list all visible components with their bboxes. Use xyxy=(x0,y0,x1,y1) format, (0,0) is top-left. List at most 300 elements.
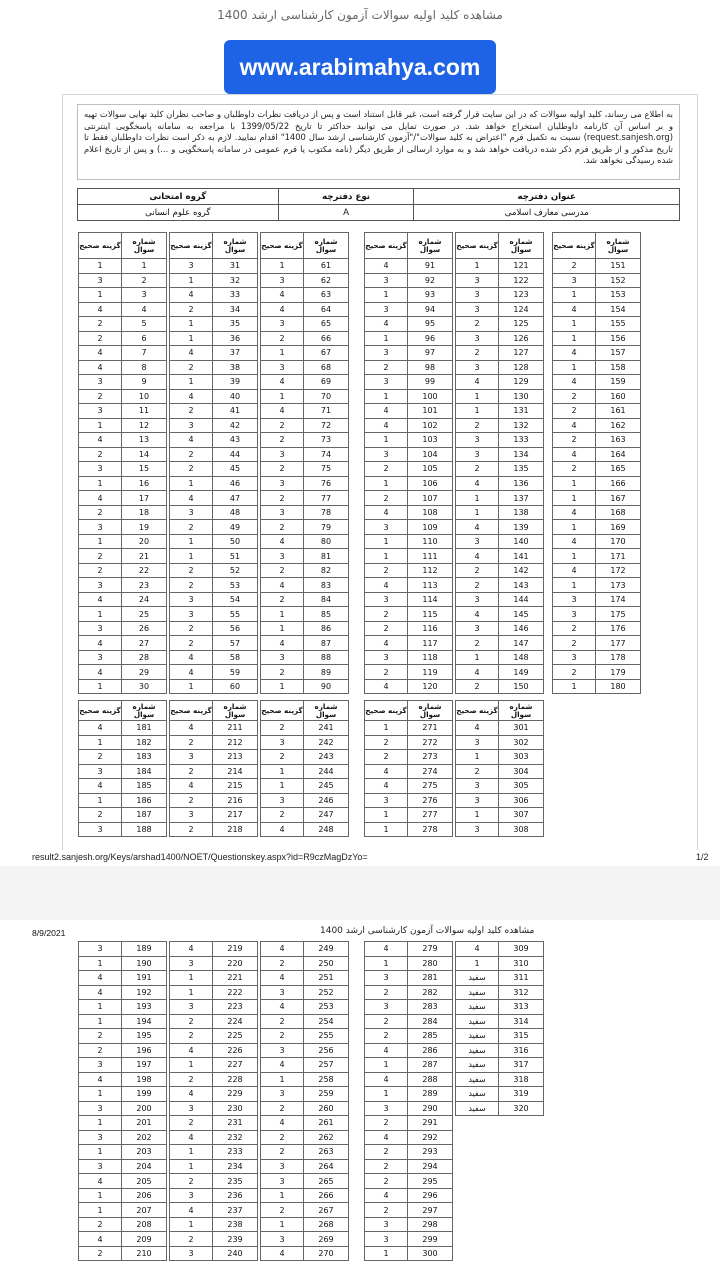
answer-cell: 2 xyxy=(170,462,213,477)
answer-cell: 1 xyxy=(79,679,122,694)
answer-cell: 3 xyxy=(79,650,122,665)
header-question-number: شماره سوال xyxy=(408,701,453,721)
table-row xyxy=(261,1101,349,1116)
question-number-cell: 310 xyxy=(499,956,544,971)
answer-cell: 2 xyxy=(456,563,499,578)
table-row xyxy=(79,418,167,433)
answer-cell: 4 xyxy=(456,476,499,491)
question-number-cell: 145 xyxy=(499,607,544,622)
answer-cell: 1 xyxy=(261,1188,304,1203)
table-row xyxy=(170,259,258,274)
answer-cell: 1 xyxy=(79,418,122,433)
table-row xyxy=(365,971,453,986)
table-row xyxy=(261,1058,349,1073)
table-row xyxy=(170,808,258,823)
table-row xyxy=(79,1029,167,1044)
question-number-cell: 300 xyxy=(408,1246,453,1261)
question-number-cell: 249 xyxy=(304,942,349,957)
table-row xyxy=(79,563,167,578)
question-number-cell: 23 xyxy=(122,578,167,593)
answer-cell: 4 xyxy=(365,1043,408,1058)
table-row xyxy=(170,520,258,535)
question-number-cell: 92 xyxy=(408,273,453,288)
table-row xyxy=(261,1246,349,1261)
answer-cell: 3 xyxy=(365,520,408,535)
table-row xyxy=(261,302,349,317)
question-number-cell: 53 xyxy=(213,578,258,593)
table-row xyxy=(365,808,453,823)
answer-cell: 3 xyxy=(261,985,304,1000)
table-row xyxy=(456,317,544,332)
question-number-cell: 71 xyxy=(304,404,349,419)
answer-cell: 1 xyxy=(79,1203,122,1218)
answer-cell: 2 xyxy=(79,1246,122,1261)
question-number-cell: 267 xyxy=(304,1203,349,1218)
question-number-cell: 315 xyxy=(499,1029,544,1044)
question-number-cell: 198 xyxy=(122,1072,167,1087)
answer-cell: 1 xyxy=(261,621,304,636)
table-row xyxy=(261,1130,349,1145)
table-row xyxy=(365,1101,453,1116)
header-question-number: شماره سوال xyxy=(304,701,349,721)
table-row xyxy=(261,288,349,303)
question-number-cell: 141 xyxy=(499,549,544,564)
answer-cell: 4 xyxy=(170,650,213,665)
question-number-cell: 158 xyxy=(596,360,641,375)
table-row xyxy=(553,534,641,549)
answer-cell: 3 xyxy=(553,273,596,288)
answer-cell: 1 xyxy=(170,317,213,332)
question-number-cell: 35 xyxy=(213,317,258,332)
question-number-cell: 140 xyxy=(499,534,544,549)
table-row xyxy=(261,1043,349,1058)
question-number-cell: 282 xyxy=(408,985,453,1000)
question-number-cell: 234 xyxy=(213,1159,258,1174)
question-number-cell: 292 xyxy=(408,1130,453,1145)
answer-cell: 3 xyxy=(261,650,304,665)
question-number-cell: 202 xyxy=(122,1130,167,1145)
table-row xyxy=(79,317,167,332)
table-row xyxy=(79,721,167,736)
answer-cell: 1 xyxy=(170,985,213,1000)
question-number-cell: 289 xyxy=(408,1087,453,1102)
table-row xyxy=(261,1217,349,1232)
answer-cell: 4 xyxy=(261,942,304,957)
answer-cell: 2 xyxy=(553,404,596,419)
answer-cell: 1 xyxy=(79,1000,122,1015)
answer-cell: 2 xyxy=(553,389,596,404)
table-row xyxy=(79,302,167,317)
table-row xyxy=(456,578,544,593)
answer-cell: 4 xyxy=(79,302,122,317)
question-number-cell: 49 xyxy=(213,520,258,535)
answer-cell: 4 xyxy=(79,779,122,794)
question-number-cell: 195 xyxy=(122,1029,167,1044)
question-number-cell: 237 xyxy=(213,1203,258,1218)
question-number-cell: 25 xyxy=(122,607,167,622)
question-number-cell: 169 xyxy=(596,520,641,535)
answer-cell: 1 xyxy=(553,360,596,375)
table-row xyxy=(261,808,349,823)
table-row xyxy=(170,433,258,448)
answer-cell: 4 xyxy=(261,302,304,317)
answer-cell: 1 xyxy=(79,288,122,303)
question-number-cell: 277 xyxy=(408,808,453,823)
question-number-cell: 82 xyxy=(304,563,349,578)
question-number-cell: 12 xyxy=(122,418,167,433)
table-row xyxy=(553,563,641,578)
table-row xyxy=(261,476,349,491)
question-number-cell: 319 xyxy=(499,1087,544,1102)
answer-cell: 2 xyxy=(553,433,596,448)
table-row xyxy=(365,1174,453,1189)
question-number-cell: 136 xyxy=(499,476,544,491)
question-number-cell: 262 xyxy=(304,1130,349,1145)
question-number-cell: 72 xyxy=(304,418,349,433)
question-number-cell: 186 xyxy=(122,793,167,808)
answer-cell: 2 xyxy=(170,404,213,419)
table-row xyxy=(365,549,453,564)
answer-cell: 1 xyxy=(365,288,408,303)
question-number-cell: 185 xyxy=(122,779,167,794)
table-row xyxy=(170,1217,258,1232)
table-row xyxy=(365,491,453,506)
header-question-number: شماره سوال xyxy=(596,233,641,259)
question-number-cell: 34 xyxy=(213,302,258,317)
answer-cell: 1 xyxy=(170,534,213,549)
question-number-cell: 102 xyxy=(408,418,453,433)
table-row xyxy=(365,476,453,491)
question-number-cell: 28 xyxy=(122,650,167,665)
question-number-cell: 161 xyxy=(596,404,641,419)
question-number-cell: 64 xyxy=(304,302,349,317)
table-row xyxy=(365,1232,453,1247)
question-number-cell: 10 xyxy=(122,389,167,404)
question-number-cell: 303 xyxy=(499,750,544,765)
answer-cell: 3 xyxy=(170,808,213,823)
table-row xyxy=(456,735,544,750)
answer-cell: 3 xyxy=(365,793,408,808)
question-number-cell: 264 xyxy=(304,1159,349,1174)
table-row xyxy=(261,418,349,433)
answer-cell: 2 xyxy=(261,1014,304,1029)
table-row xyxy=(79,534,167,549)
answer-cell: 2 xyxy=(170,636,213,651)
question-number-cell: 55 xyxy=(213,607,258,622)
answer-cell: 1 xyxy=(79,1145,122,1160)
question-number-cell: 134 xyxy=(499,447,544,462)
table-row xyxy=(456,563,544,578)
answer-cell: 3 xyxy=(261,317,304,332)
answer-cell: 2 xyxy=(79,1029,122,1044)
question-number-cell: 83 xyxy=(304,578,349,593)
table-row xyxy=(261,1087,349,1102)
answer-cell: 2 xyxy=(170,578,213,593)
question-number-cell: 43 xyxy=(213,433,258,448)
table-row xyxy=(261,563,349,578)
page2-title: مشاهده کلید اولیه سوالات آزمون کارشناسی ارشد 1400 xyxy=(320,926,535,936)
table-row xyxy=(456,956,544,971)
table-row xyxy=(365,1203,453,1218)
answer-cell: 4 xyxy=(170,1043,213,1058)
table-row xyxy=(79,1217,167,1232)
question-number-cell: 256 xyxy=(304,1043,349,1058)
header-question-number: شماره سوال xyxy=(408,233,453,259)
table-row xyxy=(170,607,258,622)
answer-cell: 1 xyxy=(170,1217,213,1232)
answer-cell: 2 xyxy=(365,1116,408,1131)
question-number-cell: 155 xyxy=(596,317,641,332)
table-row xyxy=(261,1159,349,1174)
answer-cell: 2 xyxy=(261,563,304,578)
answer-cell: 3 xyxy=(261,360,304,375)
table-row xyxy=(365,822,453,837)
question-number-cell: 79 xyxy=(304,520,349,535)
answer-cell: 3 xyxy=(456,302,499,317)
question-number-cell: 63 xyxy=(304,288,349,303)
table-row xyxy=(170,793,258,808)
header-correct-option: گزینه صحیح xyxy=(261,233,304,259)
table-row xyxy=(365,389,453,404)
table-row xyxy=(365,1130,453,1145)
table-row xyxy=(261,462,349,477)
table-row xyxy=(456,721,544,736)
answer-cell: 3 xyxy=(365,1000,408,1015)
question-number-cell: 60 xyxy=(213,679,258,694)
answer-cell: 4 xyxy=(365,505,408,520)
table-row xyxy=(553,665,641,680)
question-number-cell: 139 xyxy=(499,520,544,535)
answer-cell: 2 xyxy=(456,636,499,651)
question-number-cell: 276 xyxy=(408,793,453,808)
answer-column-table xyxy=(169,941,258,1261)
table-row xyxy=(365,1188,453,1203)
question-number-cell: 304 xyxy=(499,764,544,779)
table-row xyxy=(553,592,641,607)
answer-cell: 4 xyxy=(79,592,122,607)
answer-cell: 2 xyxy=(79,1217,122,1232)
answer-cell: 3 xyxy=(79,621,122,636)
answer-cell: 2 xyxy=(456,679,499,694)
answer-cell: 1 xyxy=(261,607,304,622)
answer-cell: 1 xyxy=(170,971,213,986)
answer-cell: 1 xyxy=(553,491,596,506)
table-row xyxy=(170,418,258,433)
table-row xyxy=(365,1217,453,1232)
table-row xyxy=(261,779,349,794)
header-correct-option: گزینه صحیح xyxy=(365,701,408,721)
table-row xyxy=(261,578,349,593)
question-number-cell: 299 xyxy=(408,1232,453,1247)
website-banner[interactable]: www.arabimahya.com xyxy=(224,40,496,94)
answer-cell: 3 xyxy=(261,1087,304,1102)
answer-cell: 1 xyxy=(79,1014,122,1029)
table-row xyxy=(261,607,349,622)
answer-cell: 1 xyxy=(261,346,304,361)
table-row xyxy=(553,679,641,694)
header-booklet-type: نوع دفترچه xyxy=(278,189,414,205)
question-number-cell: 175 xyxy=(596,607,641,622)
table-row xyxy=(170,764,258,779)
question-number-cell: 244 xyxy=(304,764,349,779)
table-row xyxy=(79,447,167,462)
answer-cell: سفید xyxy=(456,1058,499,1073)
answer-cell: 4 xyxy=(365,418,408,433)
question-number-cell: 221 xyxy=(213,971,258,986)
question-number-cell: 200 xyxy=(122,1101,167,1116)
answer-cell: 4 xyxy=(170,1203,213,1218)
answer-cell: 1 xyxy=(456,491,499,506)
table-row xyxy=(170,389,258,404)
question-number-cell: 85 xyxy=(304,607,349,622)
table-row xyxy=(170,476,258,491)
footer-url[interactable]: result2.sanjesh.org/Keys/arshad1400/NOET/Questionskey.aspx?id=R9czMagDzYo= xyxy=(32,852,368,862)
question-number-cell: 272 xyxy=(408,735,453,750)
answer-cell: 1 xyxy=(365,1058,408,1073)
question-number-cell: 317 xyxy=(499,1058,544,1073)
question-number-cell: 91 xyxy=(408,259,453,274)
answer-cell: 2 xyxy=(79,505,122,520)
table-row xyxy=(170,735,258,750)
table-row xyxy=(553,346,641,361)
question-number-cell: 44 xyxy=(213,447,258,462)
table-row xyxy=(170,1246,258,1261)
question-number-cell: 69 xyxy=(304,375,349,390)
page-separator xyxy=(0,866,720,920)
answer-cell: 4 xyxy=(456,607,499,622)
answer-cell: 2 xyxy=(79,549,122,564)
question-number-cell: 269 xyxy=(304,1232,349,1247)
table-row xyxy=(79,1130,167,1145)
question-number-cell: 204 xyxy=(122,1159,167,1174)
answer-cell: 4 xyxy=(365,779,408,794)
question-number-cell: 95 xyxy=(408,317,453,332)
question-number-cell: 74 xyxy=(304,447,349,462)
answer-cell: 2 xyxy=(553,636,596,651)
table-row xyxy=(365,288,453,303)
question-number-cell: 230 xyxy=(213,1101,258,1116)
table-row xyxy=(365,578,453,593)
question-number-cell: 208 xyxy=(122,1217,167,1232)
question-number-cell: 245 xyxy=(304,779,349,794)
answer-cell: 2 xyxy=(79,317,122,332)
question-number-cell: 117 xyxy=(408,636,453,651)
answer-cell: 1 xyxy=(170,476,213,491)
table-row xyxy=(261,665,349,680)
question-number-cell: 42 xyxy=(213,418,258,433)
table-row xyxy=(170,302,258,317)
header-question-number: شماره سوال xyxy=(499,233,544,259)
table-row xyxy=(261,721,349,736)
question-number-cell: 306 xyxy=(499,793,544,808)
table-row xyxy=(170,779,258,794)
answer-cell: 1 xyxy=(170,273,213,288)
header-correct-option: گزینه صحیح xyxy=(170,701,213,721)
answer-cell: 3 xyxy=(553,650,596,665)
table-row xyxy=(261,793,349,808)
table-row xyxy=(553,259,641,274)
answer-cell: 1 xyxy=(456,650,499,665)
answer-cell: 4 xyxy=(553,302,596,317)
table-row xyxy=(170,578,258,593)
answer-cell: 2 xyxy=(365,462,408,477)
question-number-cell: 130 xyxy=(499,389,544,404)
answer-cell: 1 xyxy=(365,389,408,404)
answer-cell: 1 xyxy=(170,1159,213,1174)
table-row xyxy=(456,679,544,694)
question-number-cell: 142 xyxy=(499,563,544,578)
question-number-cell: 133 xyxy=(499,433,544,448)
table-row xyxy=(456,491,544,506)
question-number-cell: 295 xyxy=(408,1174,453,1189)
table-row xyxy=(553,621,641,636)
question-number-cell: 88 xyxy=(304,650,349,665)
table-row xyxy=(365,985,453,1000)
table-row xyxy=(553,418,641,433)
answer-cell: 2 xyxy=(456,317,499,332)
question-number-cell: 283 xyxy=(408,1000,453,1015)
question-number-cell: 216 xyxy=(213,793,258,808)
answer-cell: 2 xyxy=(553,259,596,274)
table-row xyxy=(79,578,167,593)
question-number-cell: 150 xyxy=(499,679,544,694)
table-row xyxy=(456,447,544,462)
answer-cell: 2 xyxy=(79,1043,122,1058)
table-row xyxy=(261,360,349,375)
question-number-cell: 96 xyxy=(408,331,453,346)
question-number-cell: 191 xyxy=(122,971,167,986)
header-question-number: شماره سوال xyxy=(213,233,258,259)
question-number-cell: 127 xyxy=(499,346,544,361)
table-row xyxy=(365,665,453,680)
answer-cell: 3 xyxy=(170,607,213,622)
question-number-cell: 255 xyxy=(304,1029,349,1044)
answer-cell: 2 xyxy=(365,491,408,506)
table-row xyxy=(79,346,167,361)
question-number-cell: 172 xyxy=(596,563,641,578)
answer-cell: 2 xyxy=(553,621,596,636)
question-number-cell: 32 xyxy=(213,273,258,288)
answer-cell: 2 xyxy=(553,462,596,477)
answer-cell: 4 xyxy=(170,942,213,957)
table-row xyxy=(456,971,544,986)
table-row xyxy=(365,1043,453,1058)
question-number-cell: 144 xyxy=(499,592,544,607)
answer-cell: 4 xyxy=(553,505,596,520)
table-row xyxy=(79,764,167,779)
answer-cell: 2 xyxy=(170,1014,213,1029)
question-number-cell: 312 xyxy=(499,985,544,1000)
exam-group-value: گروه علوم انسانی xyxy=(78,205,279,221)
question-number-cell: 36 xyxy=(213,331,258,346)
table-row xyxy=(79,750,167,765)
answer-cell: 4 xyxy=(365,636,408,651)
answer-cell: 2 xyxy=(456,578,499,593)
table-row xyxy=(261,942,349,957)
question-number-cell: 265 xyxy=(304,1174,349,1189)
table-row xyxy=(365,1029,453,1044)
table-row xyxy=(261,549,349,564)
answer-cell: 2 xyxy=(365,1014,408,1029)
question-number-cell: 196 xyxy=(122,1043,167,1058)
answer-cell: 1 xyxy=(79,956,122,971)
question-number-cell: 4 xyxy=(122,302,167,317)
table-row xyxy=(456,520,544,535)
question-number-cell: 116 xyxy=(408,621,453,636)
answer-cell: 1 xyxy=(365,822,408,837)
answer-cell: 3 xyxy=(261,735,304,750)
table-row xyxy=(365,331,453,346)
